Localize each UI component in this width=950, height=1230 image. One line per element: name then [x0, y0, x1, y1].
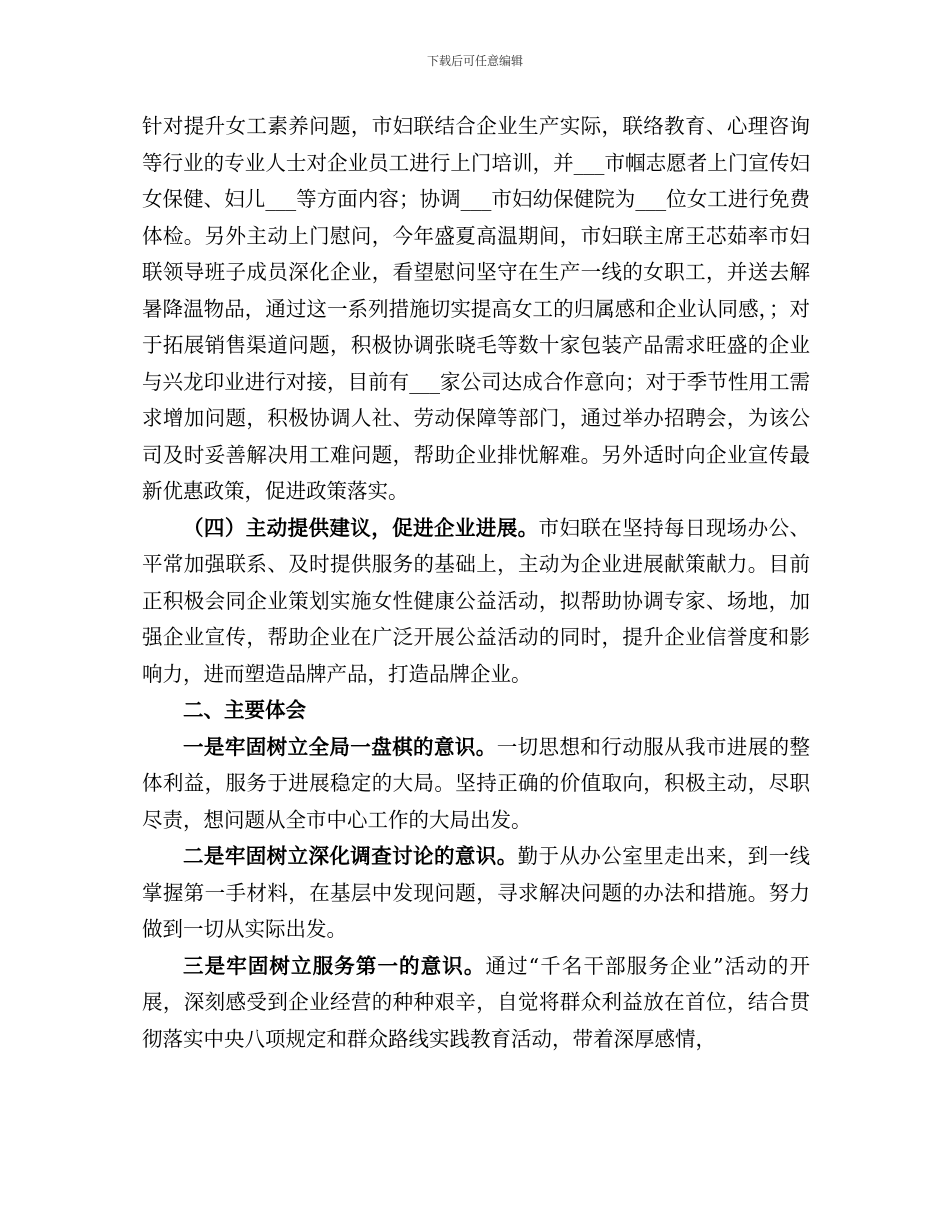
document-body — [142, 108, 810, 1057]
paragraph-5 — [142, 838, 810, 948]
paragraph-1 — [142, 108, 810, 510]
paragraph-2-lead: （四）主动提供建议，促进企业进展。 — [183, 515, 539, 540]
paragraph-2-text: 市妇联在坚持每日现场办公、平常加强联系、及时提供服务的基础上，主动为企业进展献策献力。目前正积极会同企业策划实施女性健康公益活动，拟帮助协调专家、场地，加强企业宣传，帮助企业在广泛开展公益活动的同时，提升企业信誉度和影响力，进而塑造品牌产品，打造品牌企业。 — [142, 515, 811, 686]
paragraph-2 — [142, 510, 810, 693]
paragraph-4 — [142, 729, 810, 839]
paragraph-6-lead: 三是牢固树立服务第一的意识。 — [183, 953, 486, 978]
section-heading — [142, 692, 810, 729]
page-header: 下载后可任意编辑 — [426, 54, 523, 68]
paragraph-6-text: 通过“千名干部服务企业”活动的开展，深刻感受到企业经营的种种艰辛，自觉将群众利益放在首位，结合贯彻落实中央八项规定和群众路线实践教育活动，带着深厚感情， — [142, 953, 810, 1051]
paragraph-4-text: 一切思想和行动服从我市进展的整体利益，服务于进展稳定的大局。坚持正确的价值取向，积极主动，尽职尽责，想问题从全市中心工作的大局出发。 — [142, 734, 811, 832]
paragraph-5-lead: 二是牢固树立深化调查讨论的意识。 — [183, 844, 518, 868]
section-heading-lead: 二、主要体会 — [183, 698, 306, 722]
paragraph-6 — [142, 948, 810, 1058]
paragraph-1-text: 针对提升女工素养问题，市妇联结合企业生产实际，联络教育、心理咨询等行业的专业人士对企业员工进行上门培训，并___市帼志愿者上门宣传妇女保健、妇儿___等方面内容；协调___市妇幼保健院为___位女工进行免费体检。另外主动上门慰问，今年盛夏高温期间，市妇联主席王芯茹率市妇联领导班子成员深化企业，看望慰问坚守在生产一线的女职工，并送去解暑降温物品，通过这一系列措施切实提高女工的归属感和企业认同感，；对于拓展销售渠道问题，积极协调张晓毛等数十家包装产品需求旺盛的企业与兴龙印业进行对接，目前有___家公司达成合作意向；对于季节性用工需求增加问题，积极协调人社、劳动保障等部门，通过举办招聘会，为该公司及时妥善解决用工难问题，帮助企业排忧解难。另外适时向企业宣传最新优惠政策，促进政策落实。 — [142, 114, 810, 503]
paragraph-5-text: 勤于从办公室里走出来，到一线掌握第一手材料，在基层中发现问题，寻求解决问题的办法和措施。努力做到一切从实际出发。 — [142, 844, 811, 941]
paragraph-4-lead: 一是牢固树立全局一盘棋的意识。 — [183, 734, 497, 759]
